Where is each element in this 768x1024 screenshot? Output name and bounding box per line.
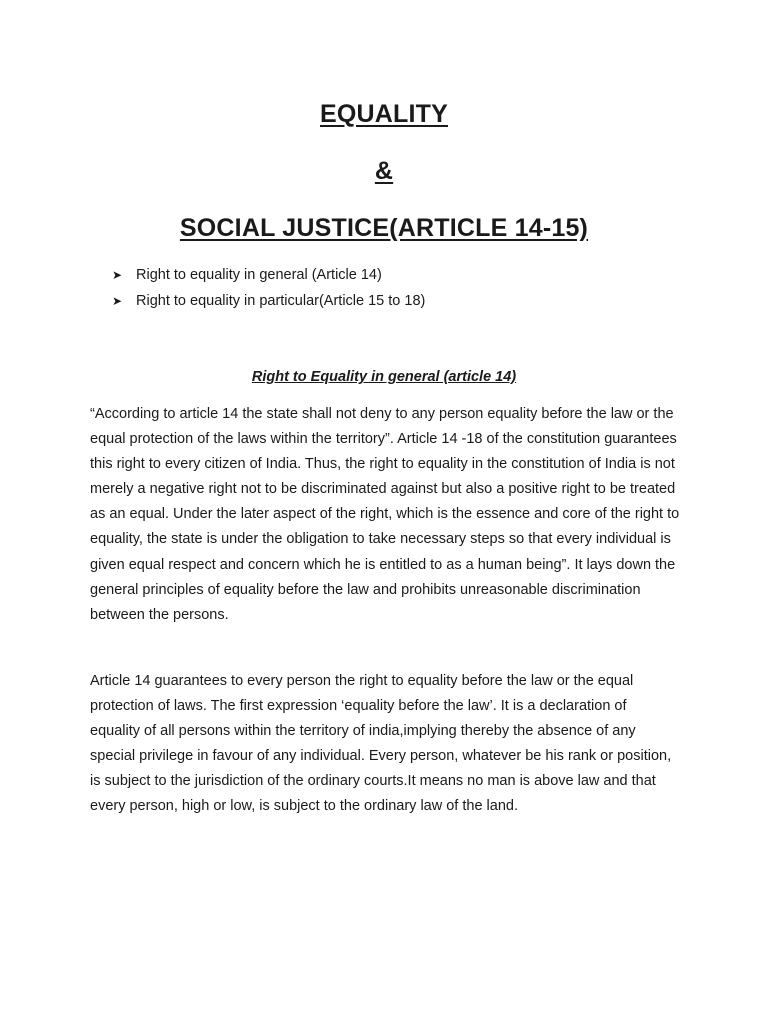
paragraph-2: Article 14 guarantees to every person the right to equality before the law or the equal protection of laws. The first expression ‘equality before the law’. It is a declaration of equality of all persons within the territory of india,implying thereby the absence of any special privilege in favour of any individual. Every person, whatever be his rank or position, is subject to the jurisdiction of the ordinary courts.It means no man is above law and that every person, high or low, is subject to the ordinary law of the land.: [90, 673, 672, 815]
arrow-bullet-icon: ➤: [112, 268, 123, 282]
arrow-bullet-icon: ➤: [112, 294, 123, 308]
title-ampersand: &: [374, 157, 394, 185]
bullet-list: [112, 262, 425, 314]
bullet-item: [112, 288, 425, 314]
bullet-item: [112, 262, 425, 288]
section-heading: Right to Equality in general (article 14): [251, 369, 517, 385]
title-equality: EQUALITY: [320, 100, 448, 128]
paragraph-1: “According to article 14 the state shall not deny to any person equality before the law or the equal protection of the laws within the territory”. Article 14 -18 of the constitution guarantees this right to every citizen of India. Thus, the right to equality in the constitution of India is not merely a negative right not to be discriminated against but also a positive right to be treated as an equal. Under the later aspect of the right, which is the essence and core of the right to equality, the state is under the obligation to take necessary steps so that every individual is given equal respect and concern which he is entitled to as a human being”. It lays down the general principles of equality before the law and prohibits unreasonable discrimination between the persons.: [90, 406, 680, 623]
bullet-text: Right to equality in particular(Article 15 to 18): [136, 293, 426, 309]
title-social-justice: SOCIAL JUSTICE(ARTICLE 14-15): [179, 214, 589, 242]
bullet-text: Right to equality in general (Article 14): [136, 267, 382, 283]
